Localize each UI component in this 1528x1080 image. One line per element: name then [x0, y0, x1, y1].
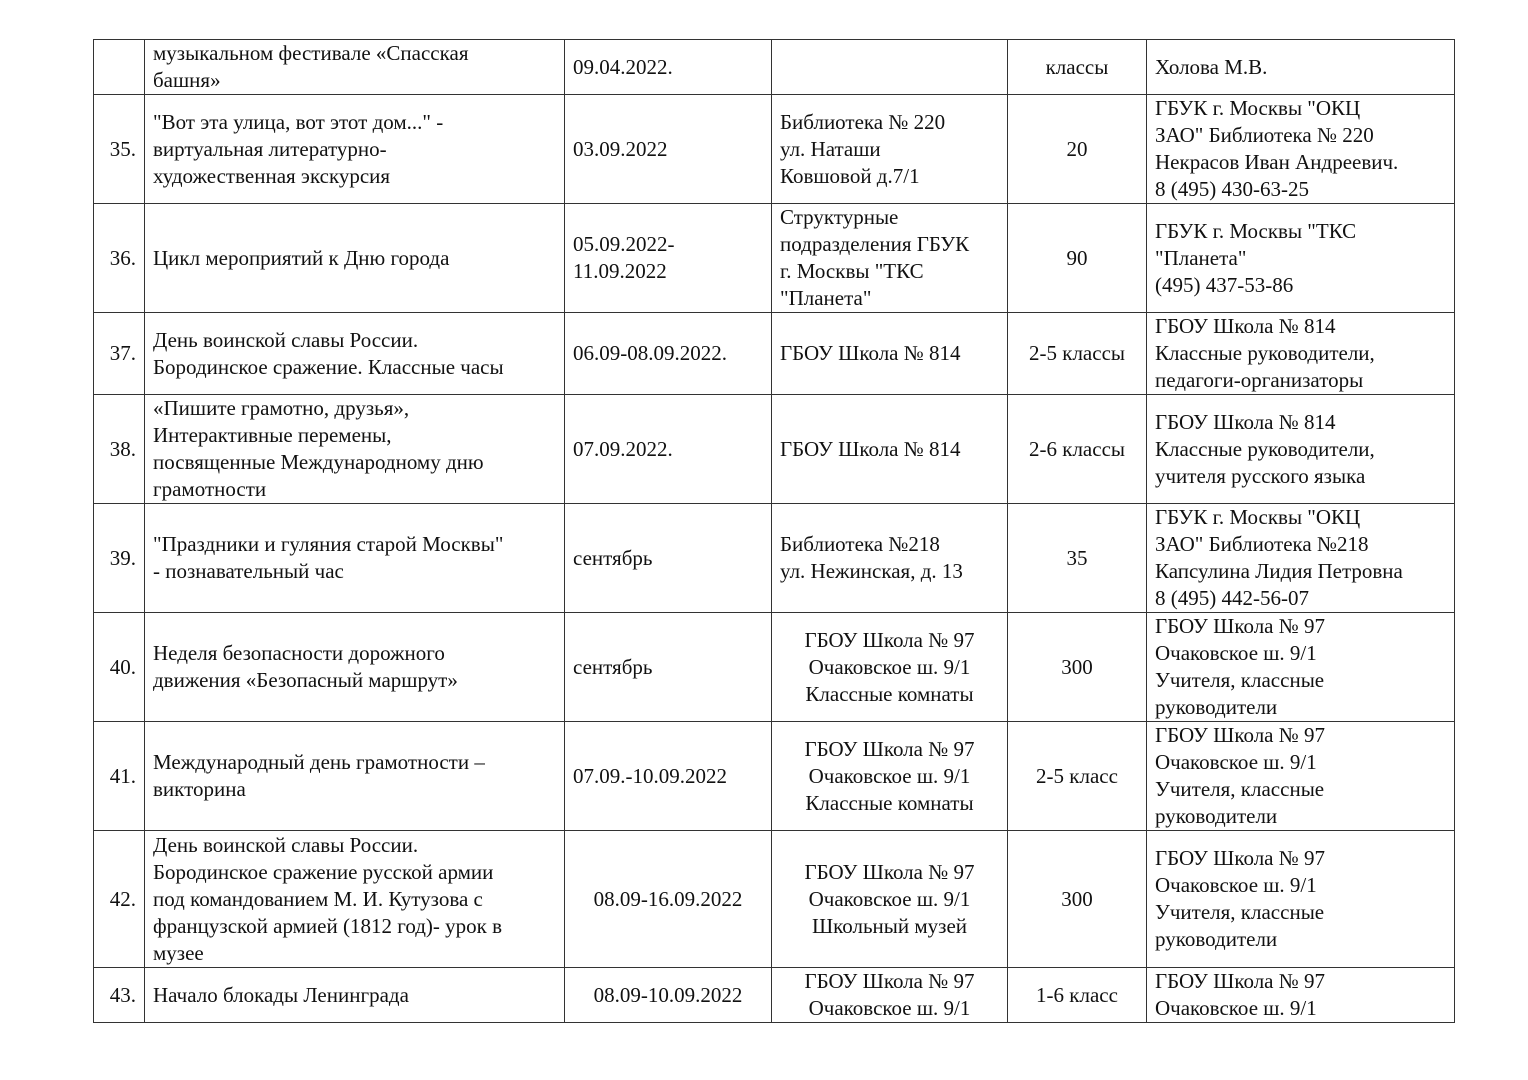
- event-place: Библиотека №218 ул. Нежинская, д. 13: [772, 504, 1008, 613]
- row-number: [94, 40, 145, 95]
- event-title: День воинской славы России. Бородинское сражение. Классные часы: [145, 313, 565, 395]
- event-title: "Вот эта улица, вот этот дом..." - виртуальная литературно- художественная экскурсия: [145, 95, 565, 204]
- event-title: Неделя безопасности дорожного движения «Безопасный маршрут»: [145, 613, 565, 722]
- row-number: 41.: [94, 722, 145, 831]
- event-audience: 300: [1008, 613, 1147, 722]
- table-row: [94, 40, 1455, 95]
- row-number: 36.: [94, 204, 145, 313]
- event-audience: 1-6 класс: [1008, 968, 1147, 1023]
- event-responsible: ГБОУ Школа № 97 Очаковское ш. 9/1: [1147, 968, 1455, 1023]
- event-place: ГБОУ Школа № 97 Очаковское ш. 9/1: [772, 968, 1008, 1023]
- event-title: Начало блокады Ленинграда: [145, 968, 565, 1023]
- event-date: сентябрь: [565, 504, 772, 613]
- event-audience: 90: [1008, 204, 1147, 313]
- event-audience: 2-5 классы: [1008, 313, 1147, 395]
- event-place: ГБОУ Школа № 97 Очаковское ш. 9/1 Школьный музей: [772, 831, 1008, 968]
- event-responsible: ГБУК г. Москвы "ОКЦ ЗАО" Библиотека № 220 Некрасов Иван Андреевич. 8 (495) 430-63-25: [1147, 95, 1455, 204]
- event-responsible: ГБОУ Школа № 97 Очаковское ш. 9/1 Учителя, классные руководители: [1147, 831, 1455, 968]
- event-responsible: ГБОУ Школа № 814 Классные руководители, учителя русского языка: [1147, 395, 1455, 504]
- table-row: [94, 395, 1455, 504]
- event-responsible: ГБОУ Школа № 814 Классные руководители, педагоги-организаторы: [1147, 313, 1455, 395]
- event-audience: 20: [1008, 95, 1147, 204]
- event-place: Библиотека № 220 ул. Наташи Ковшовой д.7/1: [772, 95, 1008, 204]
- event-audience: 2-6 классы: [1008, 395, 1147, 504]
- event-place: ГБОУ Школа № 814: [772, 395, 1008, 504]
- table-row: [94, 722, 1455, 831]
- event-responsible: ГБОУ Школа № 97 Очаковское ш. 9/1 Учителя, классные руководители: [1147, 613, 1455, 722]
- table-row: [94, 95, 1455, 204]
- row-number: 38.: [94, 395, 145, 504]
- event-responsible: ГБОУ Школа № 97 Очаковское ш. 9/1 Учителя, классные руководители: [1147, 722, 1455, 831]
- event-title: музыкальном фестивале «Спасская башня»: [145, 40, 565, 95]
- row-number: 37.: [94, 313, 145, 395]
- event-audience: 300: [1008, 831, 1147, 968]
- event-place: [772, 40, 1008, 95]
- table-row: [94, 313, 1455, 395]
- event-date: сентябрь: [565, 613, 772, 722]
- event-title: «Пишите грамотно, друзья», Интерактивные перемены, посвященные Международному дню грамотности: [145, 395, 565, 504]
- event-place: Структурные подразделения ГБУК г. Москвы "ТКС "Планета": [772, 204, 1008, 313]
- event-place: ГБОУ Школа № 97 Очаковское ш. 9/1 Классные комнаты: [772, 613, 1008, 722]
- event-responsible: ГБУК г. Москвы "ТКС "Планета" (495) 437-53-86: [1147, 204, 1455, 313]
- event-date: 05.09.2022- 11.09.2022: [565, 204, 772, 313]
- event-title: Международный день грамотности – викторина: [145, 722, 565, 831]
- event-date: 07.09.-10.09.2022: [565, 722, 772, 831]
- event-place: ГБОУ Школа № 814: [772, 313, 1008, 395]
- event-audience: 35: [1008, 504, 1147, 613]
- event-date: 08.09-10.09.2022: [565, 968, 772, 1023]
- event-responsible: ГБУК г. Москвы "ОКЦ ЗАО" Библиотека №218 Капсулина Лидия Петровна 8 (495) 442-56-07: [1147, 504, 1455, 613]
- event-title: "Праздники и гуляния старой Москвы" - познавательный час: [145, 504, 565, 613]
- event-date: 07.09.2022.: [565, 395, 772, 504]
- event-date: 09.04.2022.: [565, 40, 772, 95]
- table-row: [94, 831, 1455, 968]
- event-date: 06.09-08.09.2022.: [565, 313, 772, 395]
- table-row: [94, 613, 1455, 722]
- event-place: ГБОУ Школа № 97 Очаковское ш. 9/1 Классные комнаты: [772, 722, 1008, 831]
- events-table: [93, 39, 1455, 1023]
- event-audience: 2-5 класс: [1008, 722, 1147, 831]
- event-title: Цикл мероприятий к Дню города: [145, 204, 565, 313]
- event-date: 08.09-16.09.2022: [565, 831, 772, 968]
- row-number: 35.: [94, 95, 145, 204]
- event-date: 03.09.2022: [565, 95, 772, 204]
- event-audience: классы: [1008, 40, 1147, 95]
- row-number: 43.: [94, 968, 145, 1023]
- table-row: [94, 204, 1455, 313]
- table-row: [94, 504, 1455, 613]
- row-number: 42.: [94, 831, 145, 968]
- event-responsible: Холова М.В.: [1147, 40, 1455, 95]
- event-title: День воинской славы России. Бородинское сражение русской армии под командованием М. И. Кутузова с французской армией (1812 год)- урок в музее: [145, 831, 565, 968]
- row-number: 39.: [94, 504, 145, 613]
- table-row: [94, 968, 1455, 1023]
- row-number: 40.: [94, 613, 145, 722]
